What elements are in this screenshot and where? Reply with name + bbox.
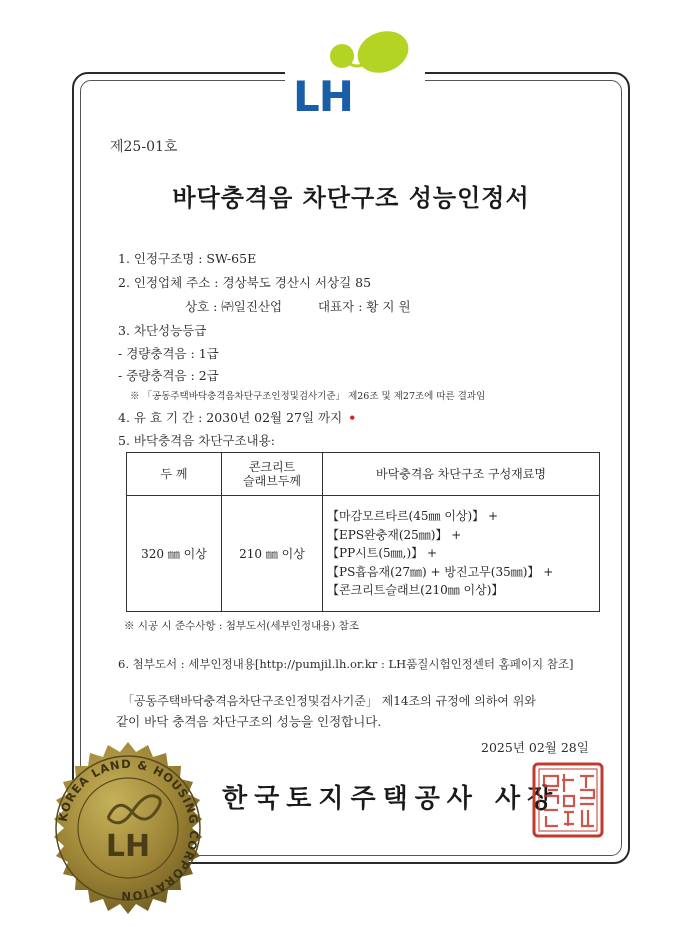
validity-row — [118, 408, 356, 426]
material-item: 【PS흡음재(27㎜) + 방진고무(35㎜)】 + — [327, 564, 554, 579]
material-item: 【PP시트(5㎜,)】 + — [327, 546, 438, 561]
table-header-row — [127, 453, 600, 496]
logo-leaf-large-icon — [352, 26, 415, 80]
material-item: 【마감모르타르(45㎜ 이상)】 + — [327, 509, 499, 524]
cell-thickness: 320 ㎜ 이상 — [127, 496, 222, 612]
grade-heading: 3. 차단성능등급 — [118, 323, 207, 338]
seal-text: KOREA LAND & HOUSING CORPORATION — [55, 756, 202, 904]
red-dot-mark: • — [348, 410, 357, 425]
content-heading: 5. 바닥충격음 차단구조내용: — [118, 433, 275, 448]
heavy-impact-grade: - 중량충격음 : 2급 — [118, 368, 219, 383]
light-impact-grade: - 경량충격음 : 1급 — [118, 346, 219, 361]
material-item: 【EPS완충재(25㎜)】 + — [327, 527, 462, 542]
material-item: 【콘크리트슬래브(210㎜ 이상)】 — [327, 583, 504, 598]
structure-name: 1. 인정구조명 : SW-65E — [118, 251, 257, 266]
representative: 대표자 : 황 지 원 — [318, 299, 411, 314]
issuer-name: 한국토지주택공사 사장 — [222, 784, 560, 814]
seal-center-text: LH — [105, 829, 151, 864]
gold-seal-icon — [38, 740, 218, 920]
header-slab-thickness: 콘크리트 슬래브두께 — [222, 453, 323, 496]
structure-table — [126, 452, 600, 612]
grade-note: ※ 「공동주택바닥충격음차단구조인정및검사기준」 제26조 및 제27조에 따른 결과임 — [130, 391, 486, 402]
logo-text: LH — [293, 72, 353, 116]
body-text-line-2: 같이 바닥 충격음 차단구조의 성능을 인정합니다. — [116, 714, 382, 729]
cell-slab-thickness: 210 ㎜ 이상 — [222, 496, 323, 612]
certificate-number: 제25-01호 — [110, 139, 178, 155]
issue-date: 2025년 02월 28일 — [481, 740, 589, 755]
document-title: 바닥충격음 차단구조 성능인정서 — [172, 183, 530, 212]
official-stamp-icon — [530, 760, 606, 840]
attachment-line: 6. 첨부도서 : 세부인정내용[http://pumjil.lh.or.kr : LH품질시험인정센터 홈페이지 참조] — [118, 657, 574, 671]
logo-leaf-stem-icon — [347, 62, 367, 66]
cell-materials — [323, 496, 600, 612]
header-materials: 바닥충격음 차단구조 구성재료명 — [323, 453, 600, 496]
header-thickness: 두 께 — [127, 453, 222, 496]
body-text-line-1: 「공동주택바닥충격음차단구조인정및검사기준」 제14조의 규정에 의하여 위와 — [122, 694, 536, 708]
company-name: 상호 : ㈜일진산업 — [185, 299, 283, 314]
company-address: 2. 인정업체 주소 : 경상북도 경산시 서상길 85 — [118, 275, 372, 290]
lh-logo — [285, 26, 425, 116]
table-row — [127, 496, 600, 612]
validity-period: 4. 유 효 기 간 : 2030년 02월 27일 까지 — [118, 410, 343, 425]
construction-note: ※ 시공 시 준수사항 : 첨부도서(세부인정내용) 참조 — [124, 620, 359, 632]
